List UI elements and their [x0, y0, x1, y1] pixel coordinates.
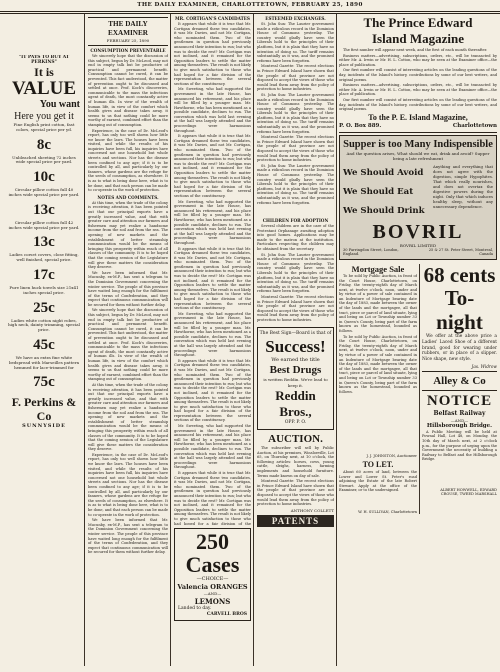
- article-headline: MR. CORTIGAN'S CANDIDATES: [175, 16, 250, 21]
- article-text: Several children are in the care of the Protestant Orphanage awaiting adoption into good homes. Applications may be made to the matron at the institution. Particulars respecting the children may be obtained from the secretary.: [257, 224, 334, 251]
- oranges-signature: CARVELL BROS: [206, 612, 247, 617]
- reddin-location: OPP. P. O.: [284, 420, 307, 425]
- column-editorial: [88, 15, 168, 665]
- bovril-company: BOVRIL LIMITED: [399, 242, 437, 248]
- tolet-heading: TO LET.: [362, 459, 394, 469]
- ad-item: [6, 156, 82, 187]
- bovril-subheadline: And the question arises, What should we eat, drink and avoid? Supper being a late refreshment: [346, 150, 490, 161]
- reddin-best-drugs: Best Drugs: [269, 364, 322, 376]
- bovril-eat: We Should Eat: [343, 186, 414, 197]
- oranges-cases: Cases: [185, 552, 240, 577]
- article-text: Experience, in the case of Dr. McLeod's report, has only too well shown how little we know the laws. The houses have been visited, and while the results of his inquiries have been full, his inquiries have concerned not one household but whole streets and sections. Nor has the disease been confined to any age; if it is to be controlled by all, and particularly by our fanners, whose gardens are the refuge for the seeds of consumption, as elsewhere. It is as to what is being done here, what is to be done, and that each person can be made to co-operate in the work of protection.: [88, 452, 168, 517]
- oranges-count: 250: [196, 529, 229, 554]
- ad-item-list: [6, 123, 82, 391]
- auction-heading: AUCTION.: [268, 433, 323, 445]
- reddin-advertisement: [257, 327, 334, 430]
- magazine-title: The Prince Edward: [363, 15, 473, 30]
- column-rule: [253, 14, 254, 666]
- notice-signatures: ALBERT HOWWELL, EDWARD CROUSE, TWEED MARSHALL: [440, 487, 497, 497]
- auction-signature: ANTHONY COLLETT: [290, 508, 334, 513]
- oranges-choice: —CHOICE—: [196, 576, 229, 582]
- ad-item: [6, 123, 82, 154]
- auction-text: The subscriber will sell by Public Auction, at his premises, Winsloeville, Lot 65, on Thursday next, at 10 o'clock, the following articles: horses, cows, young cattle, sleighs, harness, farming implements and household furniture. Terms made known on day of sale.: [257, 446, 334, 478]
- ad-item-price: 13c: [33, 201, 55, 218]
- shoe-signature: Jas. Widrow: [471, 363, 497, 369]
- masthead-rule: [0, 11, 500, 12]
- column-rule: [336, 14, 337, 666]
- magazine-city: Charlottetown: [452, 122, 497, 129]
- ad-headline-you-want: You want: [39, 99, 80, 110]
- article-headline: ESTEEMED EXCHANGES.: [265, 16, 326, 21]
- ad-item-description: Circular pillow cotton full 42 inches wide special price per yard.: [8, 219, 80, 230]
- column-exchanges: [257, 15, 334, 665]
- mortgage-column: [339, 264, 417, 514]
- magazine-title-2: Island Magazine: [371, 31, 465, 46]
- oranges-and: —AND—: [203, 591, 222, 596]
- ad-signature-sub: SUNNYSIDE: [22, 423, 66, 430]
- bovril-side-text: Anything and everything that does not agree with the digestion, simple Hypophites. That which really nourishes, and does not overtax the digestive powers during the night. Only that which induces healthy sleep, without any unnecessary dependence.: [433, 163, 493, 209]
- tolet-text: About 60 acres of land, between the Lower and Lower St. Peter's road adjoining the Estate of the late Robert Stewart. Apply at the office of the Examiner, or to the undersigned.: [339, 469, 417, 493]
- ad-item-description: We have an extra fine white bedspread with Marseilles pattern hemmed for lace-trimmed for: [8, 354, 80, 370]
- bovril-headline: Supper is too Many Indispensible: [343, 138, 493, 150]
- article-headline: CONSUMPTION PREVENTABLE: [90, 48, 166, 53]
- article-text: We have been informed that Mr. Mucunby, ex-M.P., has sent a telegram to the Dominion Government concerning the winter service. The people of this province have waited long enough for the fulfilment of the terms of Confederation, and they expect that continuous communication will be secured for them without further delay.: [88, 270, 168, 307]
- ad-item-description: Fine English print cotton, fast colors, special price per yd.: [13, 122, 75, 132]
- ad-item: [6, 319, 82, 354]
- ad-item-price: 25c: [33, 299, 55, 316]
- masthead: THE DAILY EXAMINER, CHARLOTTETOWN, FEBRUARY 25, 1890: [137, 2, 363, 8]
- reddin-sub: We earned the title: [271, 357, 320, 363]
- ad-signature: F. Perkins & Co: [11, 395, 77, 424]
- article-text: We have been informed that Mr. Mucunby, ex-M.P., has sent a telegram to the Dominion Government concerning the winter service. The people of this province have waited long enough for the fulfilment of the terms of Confederation, and they expect that continuous communication will be secured for them without further delay.: [88, 518, 168, 555]
- notice-text: A Public Meeting will be held at Pownal Hall, Lot 48, on Monday, the 10th day of March next, at 2 o'clock p.m., for the purpose of urging upon the Government the necessity of building a Railway to Belfast and the Hillsborough Bridge.: [422, 429, 497, 462]
- ad-item: [6, 356, 82, 391]
- notice-heading: NOTICE: [426, 392, 493, 409]
- patents-banner: PATENTS: [257, 515, 334, 527]
- article-text: It appears that while it is true that Mr. Cortigan dreamed these two candidates, it was Mr. Davies, and not Mr. Cortigan, who nominated them. Two of the gentlemen in question had previously announced their intention to run; but who was to decide the rest? Mr. Cortigan was not inclined, and it remained for the Opposition leaders to settle the matter among themselves. The result is not likely to give much satisfaction to those who had hoped for a fair division of the representation between the several sections of the constituency.: [174, 358, 251, 423]
- article-text: It appears that while it is true that Mr. Cortigan dreamed these two candidates, it was Mr. Davies, and not Mr. Cortigan, who nominated them. Two of the gentlemen in question had previously announced their intention to run; but who was to decide the rest? Mr. Cortigan was not inclined, and it remained for the Opposition leaders to settle the matter among themselves. The result is not likely to give much satisfaction to those who had hoped for a fair division of the representation between the several sections of the constituency.: [174, 134, 251, 198]
- article-headline: NOTES AND COMMENTS.: [97, 194, 159, 200]
- magazine-text: Business matters—advertising, subscriptions, orders, etc., will be transacted by either Mr. A. Irwin or Mr. H. L. Cotton, who may be seen at the Examiner office—the place of publication.: [339, 83, 497, 97]
- ad-item-price: 13c: [33, 234, 55, 251]
- article-text: Mr. Sweeting, who had supported the government in the late House, has announced his retirement, and his place will be filled by a younger man. Mr. Hawthorne, who has been mentioned as a possible candidate, declines to run. The convention which was held last evening at the hall was largely attended and the proceedings were harmonious throughout.: [174, 199, 251, 245]
- bovril-address-london: 30 Farringdon Street, London, England.: [343, 247, 399, 257]
- mortgage-signature: J. J. JOHNSTON, Auctioneer: [366, 453, 417, 458]
- auction-text: Montreal Gazette: The recent elections in Prince Edward Island have shown that the people of that province are not disposed to accept the views of those who would lead them away from the policy of protection to home industries.: [257, 479, 334, 507]
- tolet-signature: W. H. SULLIVAN, Charlottetown: [358, 509, 417, 514]
- magazine-text: Our first number will consist of interesting articles on the leading questions of the day, incidents of the Island's history, contributions by some of our best writers, and original poems.: [339, 97, 497, 112]
- article-text: St. John Sun: The Laurier government made a ridiculous record in the Dominion House of Commons yesterday. The country would gladly have seen the Liberals hold to the principles of their platform, but it is plain that they have no intention of doing so. The tariff remains substantially as it was, and the promised reforms have been forgotten.: [257, 163, 334, 205]
- article-text: St. John Sun: The Laurier government made a ridiculous record in the Dominion House of Commons yesterday. The country would gladly have seen the Liberals hold to the principles of their platform, but it is plain that they have no intention of doing so. The tariff remains substantially as it was, and the promised reforms have been forgotten.: [257, 22, 334, 63]
- magazine-text: Our first number will consist of interesting articles on the leading questions of the day, incidents of the Island's history, contributions by some of our best writers, and original poems.: [339, 68, 497, 82]
- column-advertisements: [339, 15, 497, 670]
- column-news: [174, 15, 251, 665]
- bovril-avoid: We Should Avoid: [343, 167, 424, 178]
- ad-item-price: 10c: [33, 169, 55, 186]
- ad-item-description: Circular pillow cotton full 40 inches wide special price per yard.: [8, 187, 80, 197]
- belfast-railway: Belfast Railway: [433, 409, 486, 417]
- mortgage-text: To be sold by Public Auction, in front of the Court House, Charlottetown, on Friday, the twenty-eighth day of March next, at twelve o'clock, noon, under and by virtue of a power of sale contained in an Indenture of Mortgage bearing date the day of 1883, made between the owner of the lands and the mortgagee, all that tract, piece or parcel of land situate, lying and being on Lot or Township number 33 in Queen's County, being part of the farm known as the homestead, bounded as follows.: [339, 334, 417, 394]
- article-text: Mr. Sweeting, who had supported the government in the late House, has announced his retirement, and his place will be filled by a younger man. Mr. Hawthorne, who has been mentioned as a possible candidate, declines to run. The convention which was held last evening at the hall was largely attended and the proceedings were harmonious throughout.: [174, 87, 251, 133]
- masthead-rule-2: [0, 13, 500, 14]
- shoe-tonight: To-night: [436, 285, 483, 334]
- ad-item: [6, 253, 82, 284]
- article-text: It appears that while it is true that Mr. Cortigan dreamed these two candidates, it was Mr. Davies, and not Mr. Cortigan, who nominated them. Two of the gentlemen in question had previously announced their intention to run; but who was to decide the rest? Mr. Cortigan was not inclined, and it remained for the Opposition leaders to settle the matter among themselves. The result is not likely to give much satisfaction to those who had hoped for a fair division of the representation between the several sections of the constituency.: [174, 22, 251, 86]
- article-text: Experience, in the case of Dr. McLeod's report, has only too well shown how little we know the laws. The houses have been visited, and while the results of his inquiries have been full, his inquiries have concerned not one household but whole streets and sections. Nor has the disease been confined to any age; if it is to be controlled by all, and particularly by our fanners, whose gardens are the refuge for the seeds of consumption, as elsewhere. It is as to what is being done here, what is to be done, and that each person can be made to co-operate in the work of protection.: [88, 128, 168, 193]
- ad-item-description: Pure linen huck towels size 21x41 inches special price.: [9, 284, 79, 295]
- article-headline: CHILDREN FOR ADOPTION: [262, 218, 329, 223]
- belfast-and: —AND—: [450, 417, 469, 423]
- magazine-text: Business matters—advertising, subscriptions, orders, etc., will be transacted by either Mr. A. Irwin or Mr. H. L. Cotton, who may be seen at the Examiner office—the place of publication.: [339, 53, 497, 67]
- ad-item-description: Ladies white cotton night robes, high neck, dainty trimming, special price.: [8, 317, 80, 333]
- article-text: St. John Sun: The Laurier government made a ridiculous record in the Dominion House of Commons yesterday. The country would gladly have seen the Liberals hold to the principles of their platform, but it is plain that they have no intention of doing so. The tariff remains substantially as it was, and the promised reforms have been forgotten.: [257, 92, 334, 134]
- bovril-advertisement: [339, 135, 497, 260]
- oranges-lemons: LEMONS: [194, 597, 231, 606]
- ad-item-description: Ladies corset covers, close fitting, well finished, special price.: [9, 252, 79, 263]
- article-text: It appears that while it is true that Mr. Cortigan dreamed these two candidates, it was Mr. Davies, and not Mr. Cortigan, who nominated them. Two of the gentlemen in question had previously announced their intention to run; but who was to decide the rest? Mr. Cortigan was not inclined, and it remained for the Opposition leaders to settle the matter among themselves. The result is not likely to give much satisfaction to those who had hoped for a fair division of the representation between the several sections of the constituency.: [174, 246, 251, 311]
- article-text: Mr. Sweeting, who had supported the government in the late House, has announced his retirement, and his place will be filled by a younger man. Mr. Hawthorne, who has been mentioned as a possible candidate, declines to run. The convention which was held last evening at the hall was largely attended and the proceedings were harmonious throughout.: [174, 311, 251, 358]
- oranges-advertisement: [174, 528, 251, 621]
- bovril-address-montreal: 25 & 27 St. Peter Street, Montreal, Canada: [428, 247, 493, 257]
- ad-item: [6, 221, 82, 252]
- reddin-heading: The Best Sign—Board is that of: [259, 331, 332, 336]
- ad-headline-here: Here you get it: [14, 111, 74, 122]
- shoe-text: We offer at the above price a Ladies' Laced Shoe of a different brand, good for wearing under rubbers, or in place of a slipper. Nice shape, new style.: [422, 333, 497, 363]
- hillsborough-bridge: Hillsborough Bridge.: [426, 422, 493, 429]
- article-text: It appears that while it is true that Mr. Cortigan dreamed these two candidates, it was Mr. Davies, and not Mr. Cortigan, who nominated them. Two of the gentlemen in question had previously announced their intention to run; but who was to decide the rest? Mr. Cortigan was not inclined, and it remained for the Opposition leaders to settle the matter among themselves. The result is not likely to give much satisfaction to those who had hoped for a fair division of the: [174, 471, 251, 525]
- ad-item-description: Unbleached sheeting 72 inches wide special price per yard.: [12, 154, 76, 165]
- shoe-price: 68 cents: [423, 262, 496, 287]
- paper-date: FEBRUARY 25, 1890: [106, 38, 150, 43]
- ad-item: [6, 286, 82, 317]
- bovril-drink: We Should Drink: [343, 205, 425, 216]
- perkins-advertisement: [6, 55, 82, 665]
- magazine-address: To the P. E. Island Magazine,: [368, 112, 468, 122]
- column-rule: [170, 14, 171, 666]
- bovril-brand: BOVRIL: [372, 220, 464, 243]
- paper-title: THE DAILY EXAMINER: [108, 20, 148, 37]
- article-text: At this time, when the trade of the colony is receiving attention, it has been pointed out that our principal exports have a greatly increased value, and that with greater care and attention our farmers and fishermen may yet realize a handsome income from the soil and from the sea. The opening of new markets and the establishment of better steamship communication would be the means of bringing this prosperity within reach of all classes of the community. It is to be hoped that the coming session of the Legislature will give these matters the consideration they deserve.: [88, 200, 168, 270]
- ad-kicker: "IT PAYS TO BUY AT PERKINS": [18, 55, 70, 65]
- reddin-name: Reddin Bros.,: [275, 388, 316, 419]
- magazine-box: P. O. Box 889.: [339, 122, 382, 129]
- article-text: St. John Sun: The Laurier government made a ridiculous record in the Dominion House of Commons yesterday. The country would gladly have seen the Liberals hold to the principles of their platform, but it is plain that they have no intention of doing so. The tariff remains substantially as it was, and the promised reforms have been forgotten.: [257, 252, 334, 294]
- shoe-and-notice-column: [422, 264, 497, 514]
- mortgage-text: To be sold by Public Auction, in front of the Court House, Charlottetown, on Friday, the twenty-eighth day of March next, at twelve o'clock, noon, under and by virtue of a power of sale contained in an Indenture of Mortgage bearing date the day of 1883, made between the owner of the lands and the mortgagee, all that tract, piece or parcel of land situate, lying and being on Lot or Township number 33 in Queen's County, being part of the farm known as the homestead, bounded as follows.: [339, 273, 417, 334]
- ad-item-price: 17c: [33, 266, 55, 283]
- ad-item-price: 8c: [36, 136, 52, 153]
- ad-item-price: 45c: [33, 336, 55, 353]
- oranges-landed: Landed to day.: [178, 606, 212, 611]
- ad-item-price: 75c: [33, 374, 55, 391]
- ad-item: [6, 188, 82, 219]
- reddin-sub2: is written Reddin. We're lead to keep it.: [263, 377, 328, 388]
- article-text: Montreal Gazette: The recent elections in Prince Edward Island have shown that the people of that province are not disposed to accept the views of those who would lead them away from the policy of protection to home industries.: [257, 135, 334, 163]
- article-text: We sincerely hope that the discussion of this subject, begun by Dr. McLeod, may not end in empty talk but be productive of practical and permanent benefit. Consumption cannot be cured, it can be prevented. This fact understood, the matter of prevention ought to be discussed and settled at once. Prof. Koch's discoveries, communicable to the mass the infectious agent of death, the most constantly active of human ills. In view of the wealth of human life, in view of the comfort which health gives and disease takes away, it seems to us that nothing could be more worthy of earnest, combined effort than the stamping out of consumption.: [88, 54, 168, 127]
- ad-headline-it-is: It is: [34, 65, 54, 79]
- magazine-box-line: [339, 123, 497, 130]
- reddin-success: Success!: [265, 337, 326, 356]
- magazine-text: The first number will appear next week, and the first of each month thereafter.: [343, 48, 488, 52]
- article-text: Mr. Sweeting, who had supported the government in the late House, has announced his retirement, and his place will be filled by a younger man. Mr. Hawthorne, who has been mentioned as a possible candidate, declines to run. The convention which was held last evening at the hall was largely attended and the proceedings were harmonious throughout.: [174, 424, 251, 470]
- oranges-title: Valencia ORANGES: [177, 583, 248, 591]
- article-text: Montreal Gazette: The recent elections in Prince Edward Island have shown that the people of that province are not disposed to accept the views of those who would lead them away from the policy of protection to home industries.: [257, 64, 334, 92]
- article-text: Montreal Gazette: The recent elections in Prince Edward Island have shown that the people of that province are not disposed to accept the views of those who would lead them away from the policy of protection to home industries.: [257, 294, 334, 322]
- article-text: At this time, when the trade of the colony is receiving attention, it has been pointed out that our principal exports have a greatly increased value, and that with greater care and attention our farmers and fishermen may yet realize a handsome income from the soil and from the sea. The opening of new markets and the establishment of better steamship communication would be the means of bringing this prosperity within reach of all classes of the community. It is to be hoped that the coming session of the Legislature will give these matters the consideration they deserve.: [88, 382, 168, 452]
- mortgage-heading: Mortgage Sale: [351, 263, 405, 274]
- alley-brand: Alley & Co: [433, 374, 486, 387]
- column-rule: [84, 14, 85, 666]
- ad-headline-value: VALUE: [11, 78, 77, 99]
- article-text: We sincerely hope that the discussion of this subject, begun by Dr. McLeod, may not end in empty talk but be productive of practical and permanent benefit. Consumption cannot be cured, it can be prevented. This fact understood, the matter of prevention ought to be discussed and settled at once. Prof. Koch's discoveries, communicable to the mass the infectious agent of death, the most constantly active of human ills. In view of the wealth of human life, in view of the comfort which health gives and disease takes away, it seems to us that nothing could be more worthy of earnest, combined effort than the stamping out of consumption.: [88, 308, 168, 382]
